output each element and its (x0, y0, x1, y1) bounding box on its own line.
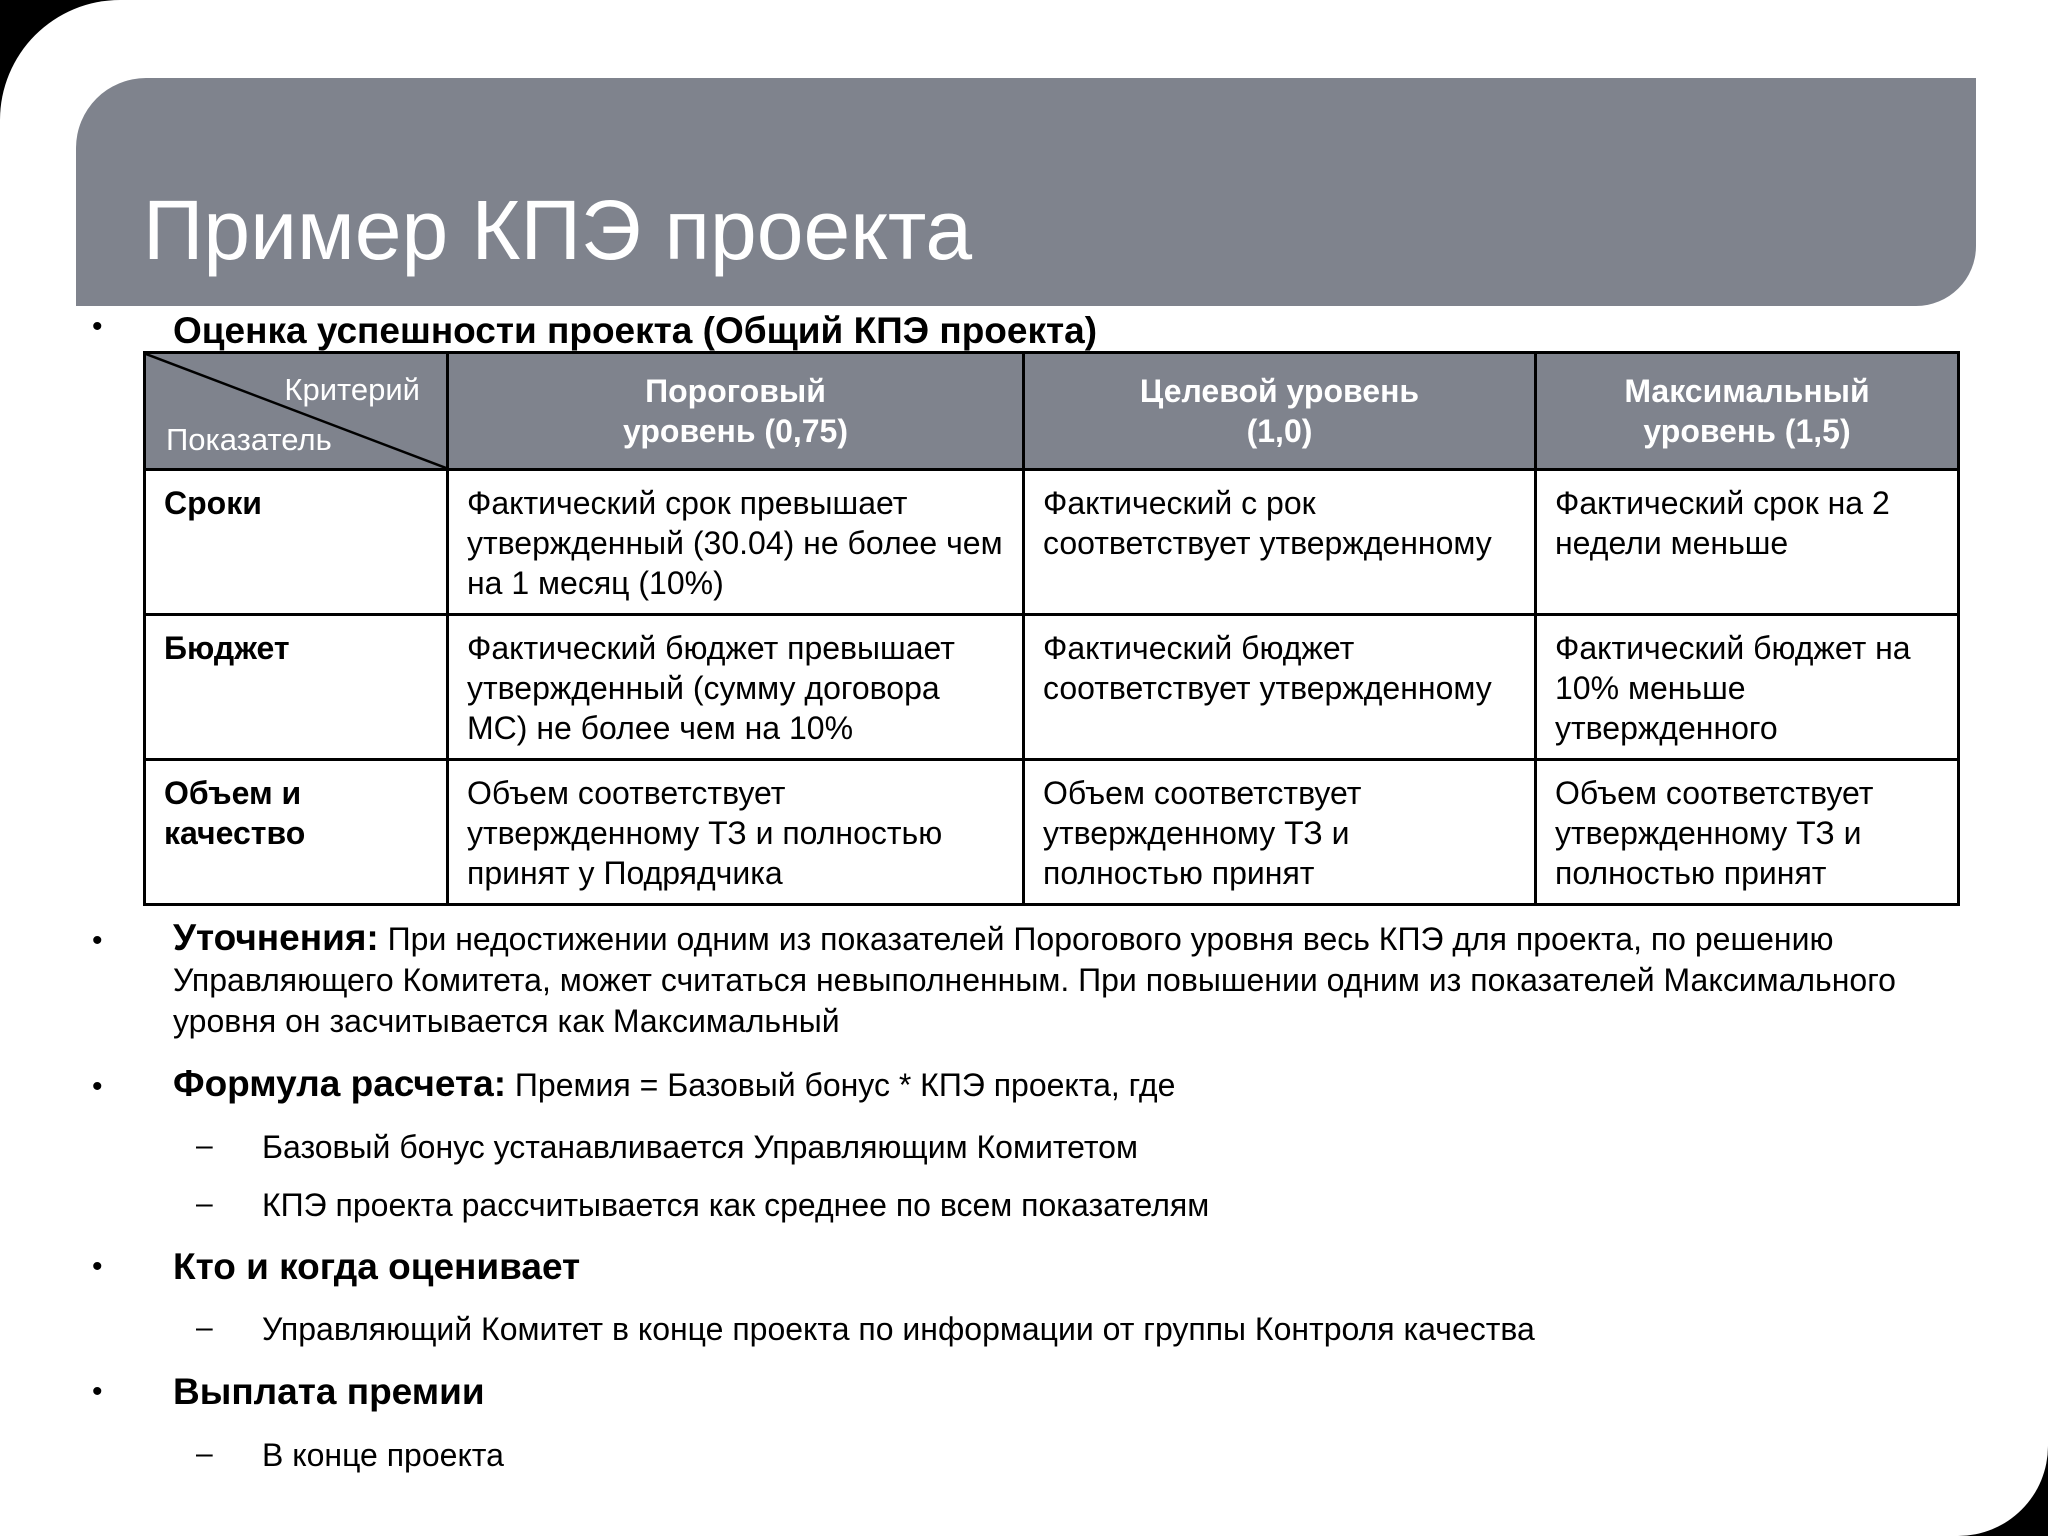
who-heading: Кто и когда оценивает (173, 1246, 581, 1287)
row-name: Сроки (145, 470, 448, 615)
column-header-maximum: Максимальный уровень (1,5) (1536, 353, 1959, 470)
bullet: • (92, 924, 103, 957)
table-header-row (145, 353, 1959, 470)
formula-label: Формула расчета: (173, 1063, 507, 1104)
clarifications-paragraph (173, 917, 1933, 1042)
table-cell: Объем соответствует утвержденному ТЗ и полностью принят (1536, 760, 1959, 905)
table-cell: Фактический срок превышает утвержденный (30.04) не более чем на 1 месяц (10%) (448, 470, 1024, 615)
bullet: • (92, 1250, 103, 1283)
bullet: • (92, 1070, 103, 1103)
table-cell: Фактический бюджет превышает утвержденный (сумму договора МС) не более чем на 10% (448, 615, 1024, 760)
payment-item: В конце проекта (262, 1437, 504, 1473)
formula-text: Премия = Базовый бонус * КПЭ проекта, где (506, 1067, 1176, 1103)
bullet: • (92, 310, 103, 343)
row-name: Объем и качество (145, 760, 448, 905)
slide-title: Пример КПЭ проекта (143, 183, 973, 277)
dash: – (196, 1187, 213, 1220)
column-header-threshold: Пороговый уровень (0,75) (448, 353, 1024, 470)
formula-paragraph (173, 1063, 1933, 1106)
table-cell: Фактический бюджет на 10% меньше утвержденного (1536, 615, 1959, 760)
table-cell: Объем соответствует утвержденному ТЗ и полностью принят (1024, 760, 1536, 905)
dash: – (196, 1129, 213, 1162)
corner-indicator: Показатель (166, 422, 332, 457)
payment-heading: Выплата премии (173, 1371, 485, 1412)
dash: – (196, 1311, 213, 1344)
clarifications-text: При недостижении одним из показателей Порогового уровня весь КПЭ для проекта, по решению Управляющего Комитета, может считаться невыполненным. При повышении одним из показателей Максимального уровня он засчитывается как Максимальный (173, 921, 1896, 1039)
formula-item: Базовый бонус устанавливается Управляющим Комитетом (262, 1129, 1138, 1165)
table-cell: Фактический с рок соответствует утвержденному (1024, 470, 1536, 615)
who-item: Управляющий Комитет в конце проекта по информации от группы Контроля качества (262, 1311, 1535, 1347)
corner-criterion: Критерий (284, 372, 420, 407)
table-row (145, 760, 1959, 905)
table-cell: Фактический бюджет соответствует утвержденному (1024, 615, 1536, 760)
table-row (145, 615, 1959, 760)
table-row (145, 470, 1959, 615)
formula-item: КПЭ проекта рассчитывается как среднее по всем показателям (262, 1187, 1210, 1223)
section-heading: Оценка успешности проекта (Общий КПЭ проекта) (173, 310, 1098, 351)
bullet: • (92, 1375, 103, 1408)
clarifications-label: Уточнения: (173, 917, 379, 958)
kpe-table (143, 351, 1960, 906)
dash: – (196, 1437, 213, 1470)
table-cell: Фактический срок на 2 недели меньше (1536, 470, 1959, 615)
corner-header (145, 353, 448, 470)
row-name: Бюджет (145, 615, 448, 760)
table-cell: Объем соответствует утвержденному ТЗ и полностью принят у Подрядчика (448, 760, 1024, 905)
column-header-target: Целевой уровень (1,0) (1024, 353, 1536, 470)
